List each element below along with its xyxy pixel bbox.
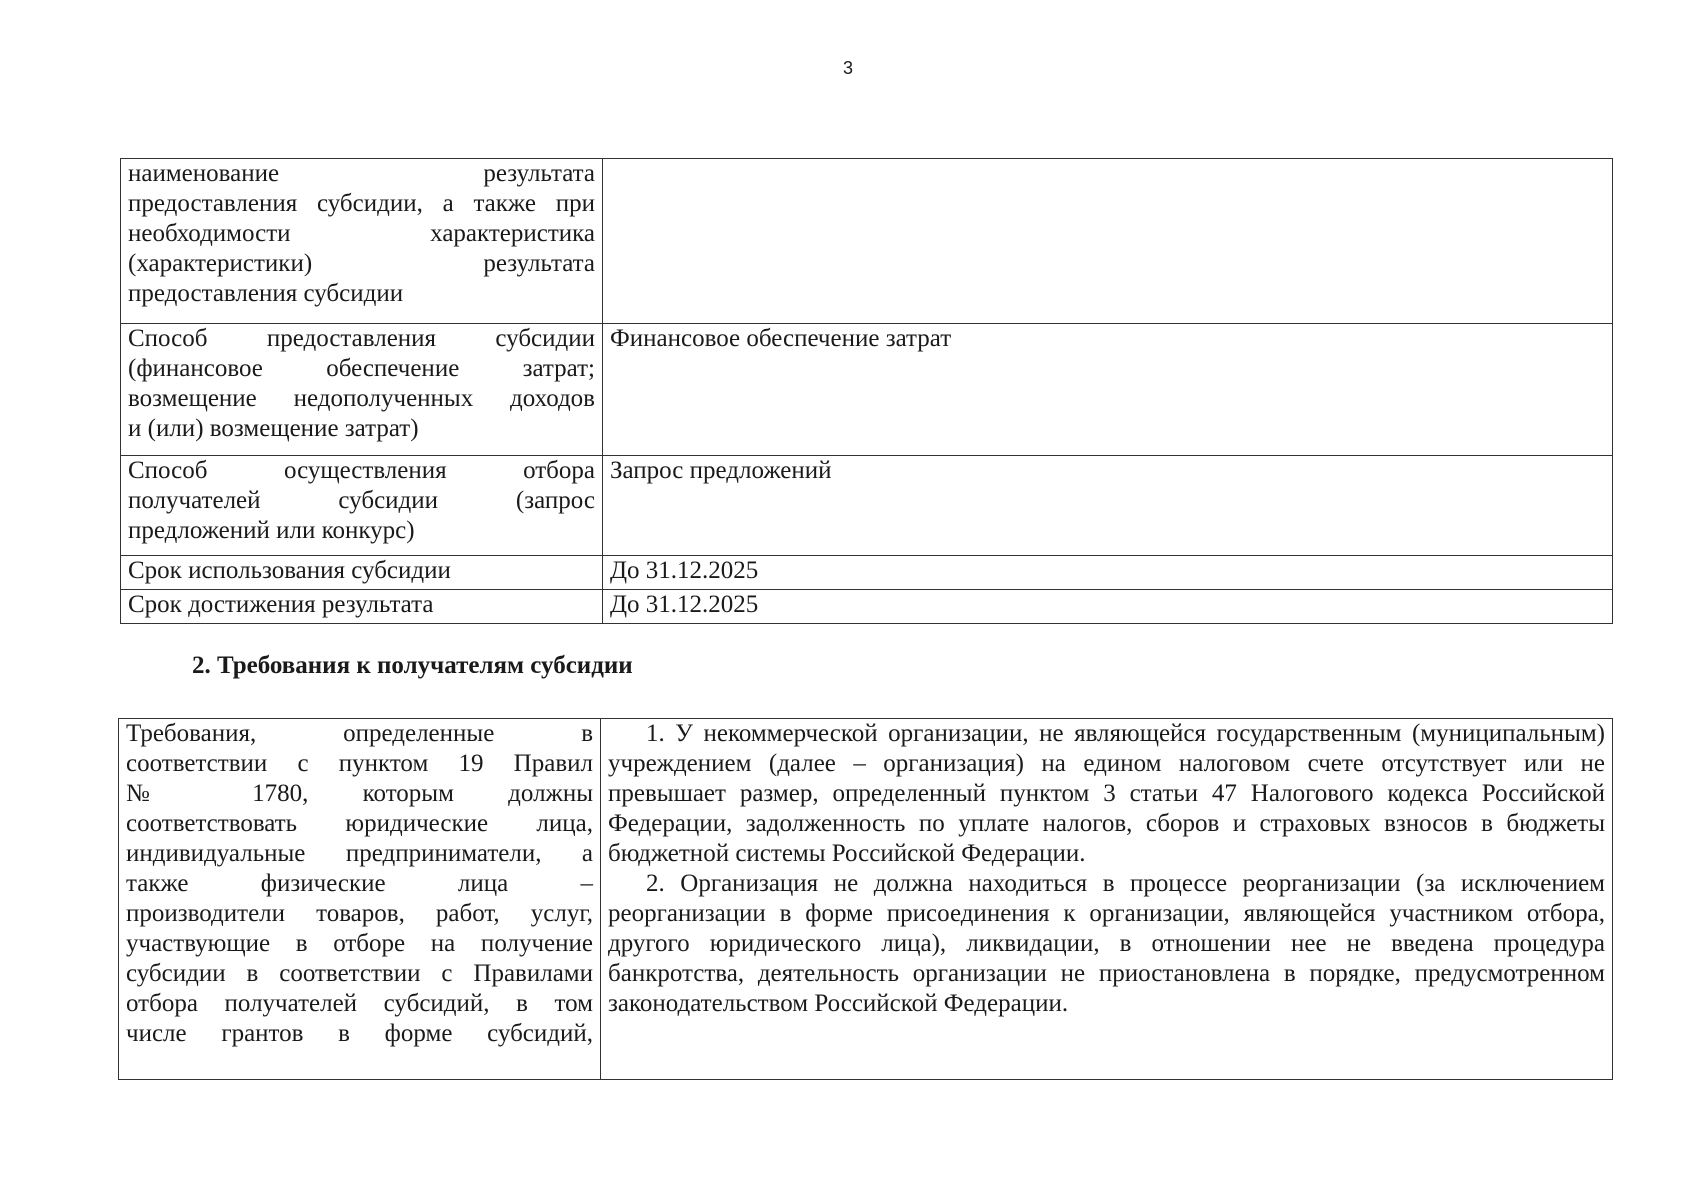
requirements-text [601,719,1613,1080]
requirements-table [118,718,1613,1080]
label-line: (характеристики) результата [128,250,595,277]
label-line: Требования, определенные в [126,720,593,747]
label-line: участвующие в отборе на получение [126,930,593,957]
row-value: Запрос предложений [603,456,1613,556]
row-value: До 31.12.2025 [603,556,1613,590]
table-row [121,556,1613,590]
label-line: производители товаров, работ, услуг, [126,900,593,927]
label-line: предложений или конкурс) [128,517,415,544]
requirements-label [119,719,601,1080]
row-label [121,159,603,324]
label-line: соответствии с пунктом 19 Правил [126,750,593,777]
table-row [121,590,1613,624]
requirement-paragraph: 2. Организация не должна находиться в процессе реорганизации (за исключением реорганизации в форме присоединения к организации, являющейся участником отбора, другого юридического лица), ликвидации, в отношении нее не введена процедура банкротства, деятельность организации не приостановлена в порядке, предусмотренном законодательством Российской Федерации. [608,870,1605,1017]
row-value [603,159,1613,324]
row-label [121,556,603,590]
row-value: Финансовое обеспечение затрат [603,324,1613,456]
table-row [121,324,1613,456]
label-line: Срок достижения результата [128,591,434,618]
label-line: соответствовать юридические лица, [126,810,593,837]
label-line: Способ осуществления отбора [128,457,595,484]
table-row [121,159,1613,324]
label-line: наименование результата [128,160,595,187]
row-label [121,590,603,624]
label-line: возмещение недополученных доходов [128,385,595,412]
label-line: необходимости характеристика [128,220,595,247]
label-line: и (или) возмещение затрат) [128,415,419,442]
row-value: До 31.12.2025 [603,590,1613,624]
subsidy-info-table [120,158,1613,624]
section-title: 2. Требования к получателям субсидии [192,652,633,679]
label-line: отбора получателей субсидий, в том [126,990,593,1017]
table-row [121,456,1613,556]
label-line: № 1780, которым должны [126,780,593,807]
row-label [121,456,603,556]
label-line: числе грантов в форме субсидий, [126,1020,593,1047]
label-line: субсидии в соответствии с Правилами [126,960,593,987]
requirement-paragraph: 1. У некоммерческой организации, не являющейся государственным (муниципальным) учреждением (далее – организация) на едином налоговом счете отсутствует или не превышает размер, определенный пунктом 3 статьи 47 Налогового кодекса Российской Федерации, задолженность по уплате налогов, сборов и страховых взносов в бюджеты бюджетной системы Российской Федерации. [608,720,1605,867]
table-row [119,719,1613,1080]
label-line: индивидуальные предприниматели, а [126,840,593,867]
label-line: предоставления субсидии [128,280,404,307]
label-line: получателей субсидии (запрос [128,487,595,514]
label-line: (финансовое обеспечение затрат; [128,355,595,382]
row-label [121,324,603,456]
label-line: Срок использования субсидии [128,557,451,584]
page-number: 3 [842,58,853,78]
label-line: Способ предоставления субсидии [128,325,595,352]
label-line: также физические лица – [126,870,593,897]
label-line: предоставления субсидии, а также при [128,190,595,217]
